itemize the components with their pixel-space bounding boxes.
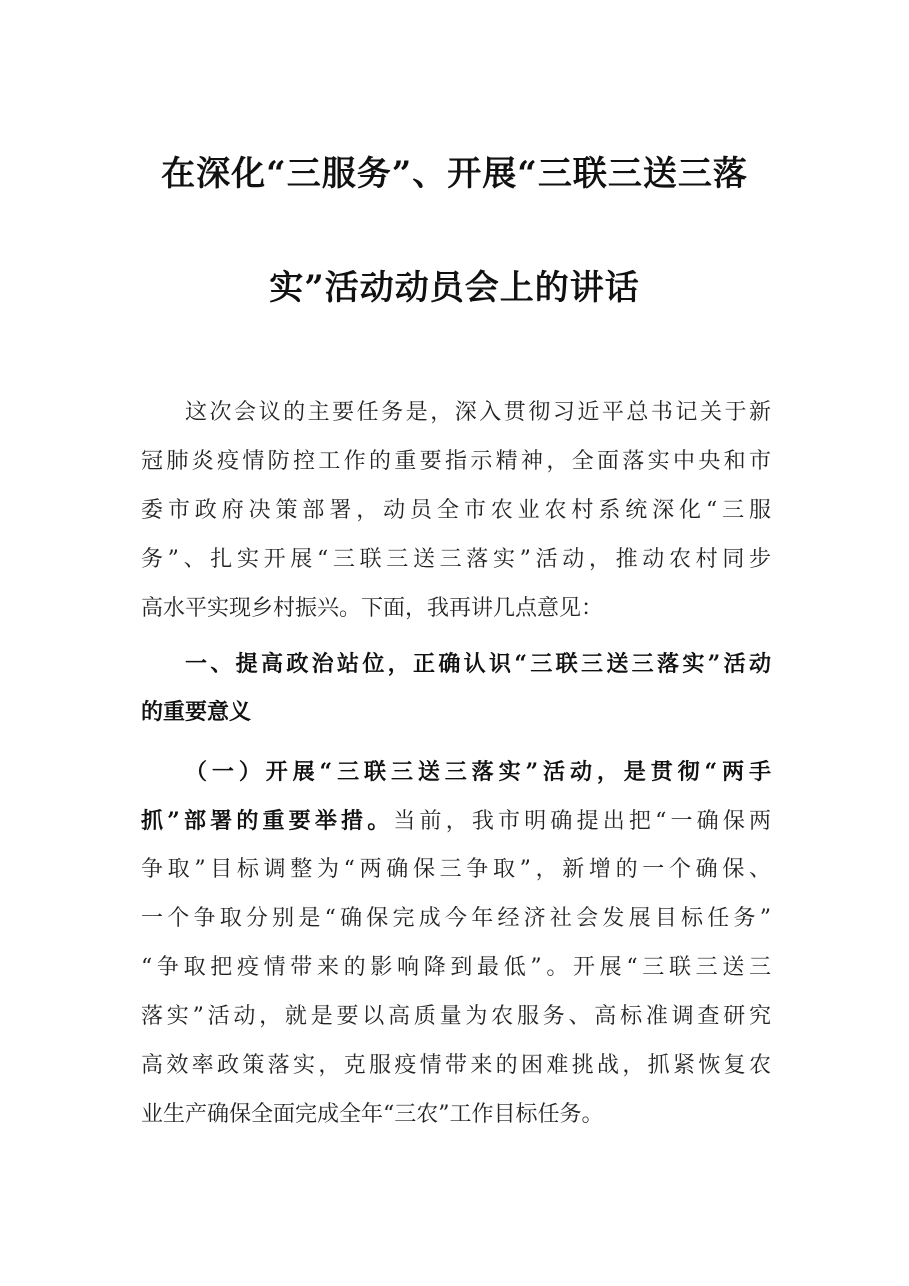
- paragraph-2-line-8: 业生产确保全面完成全年“三农”工作目标任务。: [141, 1102, 604, 1127]
- paragraph-2-line-7: 高效率政策落实，克服疫情带来的困难挑战，抓紧恢复农: [141, 1053, 771, 1078]
- section-heading-1-line-1: 一、提高政治站位，正确认识“三联三送三落实”活动: [185, 651, 771, 677]
- paragraph-2-line-6: 落实”活动，就是要以高质量为农服务、高标准调查研究: [141, 1004, 771, 1029]
- paragraph-1-line-5: 高水平实现乡村振兴。下面，我再讲几点意见：: [141, 596, 604, 621]
- paragraph-2-line-4: 一个争取分别是“确保完成今年经济社会发展目标任务”: [141, 906, 771, 931]
- paragraph-1-line-1: 这次会议的主要任务是，深入贯彻习近平总书记关于新: [185, 400, 771, 425]
- paragraph-2-line-1: （一）开展“三联三送三落实”活动，是贯彻“两手: [185, 759, 771, 785]
- section-heading-1-line-2: 的重要意义: [141, 699, 252, 725]
- document-title-line-1: 在深化“三服务”、开展“三联三送三落: [161, 154, 748, 194]
- document-title-line-2: 实”活动动员会上的讲话: [269, 268, 640, 308]
- paragraph-2-line-2-text: 当前，我市明确提出把“一确保两: [393, 809, 772, 834]
- paragraph-1-line-2: 冠肺炎疫情防控工作的重要指示精神，全面落实中央和市: [141, 449, 771, 474]
- paragraph-1-line-4: 务”、扎实开展“三联三送三落实”活动，推动农村同步: [141, 547, 771, 572]
- paragraph-1-line-3: 委市政府决策部署，动员全市农业农村系统深化“三服: [141, 498, 771, 523]
- paragraph-2-line-5: “争取把疫情带来的影响降到最低”。开展“三联三送三: [141, 955, 771, 980]
- paragraph-2-line-2: [141, 806, 771, 836]
- paragraph-2-bold-lead: 抓”部署的重要举措。: [141, 808, 394, 834]
- paragraph-2-line-3: 争取”目标调整为“两确保三争取”，新增的一个确保、: [141, 857, 771, 882]
